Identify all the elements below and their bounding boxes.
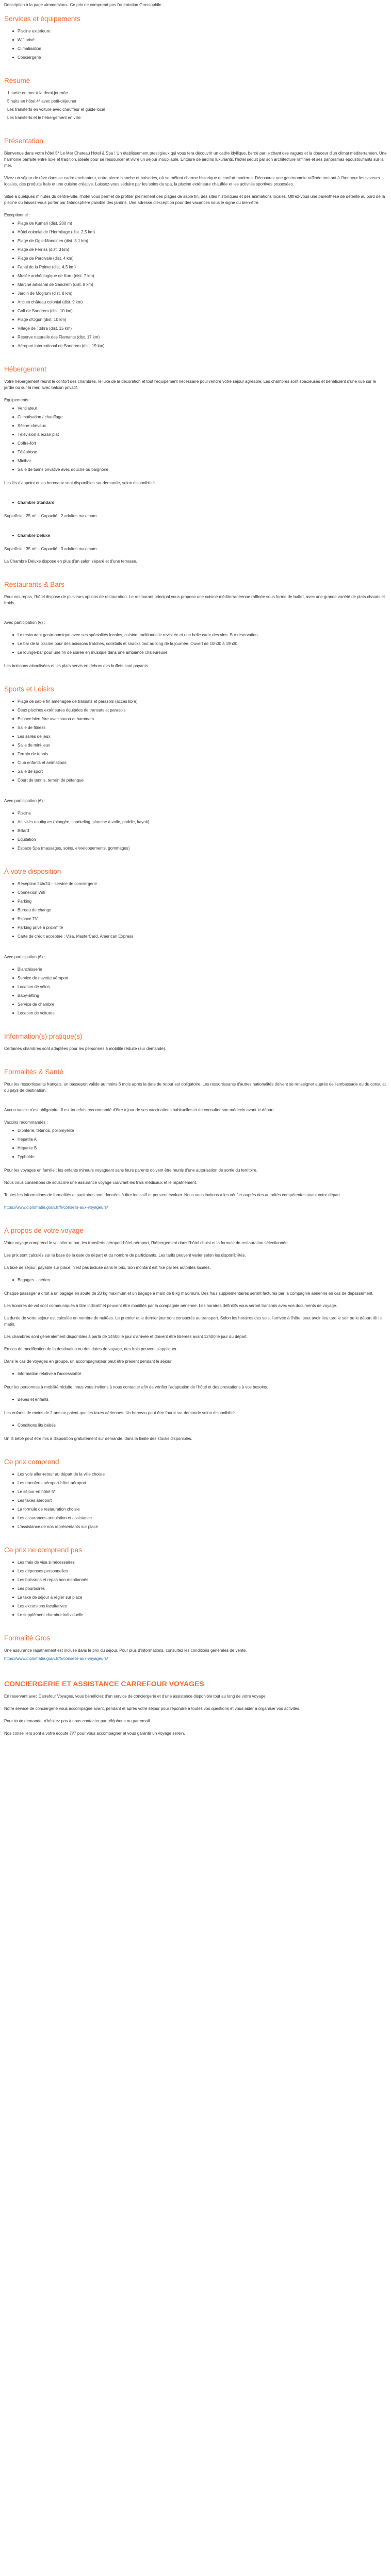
formalites-paragraph: Nous vous conseillons de souscrire une assurance voyage couvrant les frais médicaux et le rapatriement. (4, 1180, 197, 1185)
restaurants-note: Les boissons alcoolisées et les plats servis en dehors des buffets sont payants. (4, 664, 149, 668)
list-item: Climatisation (12, 46, 387, 52)
intro-text: Description à la page «immersion». Ce prix ne comprend pas l'orientation Grossophile (4, 3, 161, 7)
list-item: Jardin de Mogrum (dist. 8 km) (12, 291, 387, 297)
enfants-list (4, 1397, 387, 1403)
list-item: Parking (12, 899, 387, 905)
list-item: Réception 24h/24 – service de conciergerie (12, 881, 387, 887)
autres-list (4, 881, 387, 940)
room-title: Chambre Deluxe (12, 533, 387, 539)
list-item: Plage d'Ogun (dist. 10 km) (12, 317, 387, 323)
list-item: Coffre-fort (12, 440, 387, 447)
list-item: Le supplément chambre individuelle (12, 1612, 387, 1618)
list-item: L'assistance de nos représentants sur place (12, 1524, 387, 1530)
apropos-paragraph: Les prix sont calculés sur la base de la date de départ et du nombre de participants. Les tarifs peuvent varier selon les disponibilités. (4, 1253, 246, 1258)
room-note: La Chambre Deluxe dispose en plus d'un salon séparé et d'une terrasse. (4, 559, 137, 564)
list-item: Les frais de visa si nécessaires (12, 1560, 387, 1566)
list-item: Les excursions facultatives (12, 1603, 387, 1609)
list-item: Wifi privé (12, 37, 387, 43)
apropos-paragraph: Dans le cas de voyages en groupe, un accompagnateur peut être présent pendant le séjour. (4, 1359, 173, 1364)
formalites-heading: Formalités & Santé (4, 1068, 63, 1076)
conciergerie-paragraph: Nos conseillers sont à votre écoute 7j/7 pour vous accompagner et vous garantir un voyage serein. (4, 1731, 185, 1736)
room-list (4, 500, 387, 506)
list-item: Télévision à écran plat (12, 432, 387, 438)
hebergement-heading: Hébergement (4, 365, 46, 373)
list-item: Les transferts aéroport-hôtel-aéroport (12, 1480, 387, 1486)
list-item: Parking privé à proximité (12, 925, 387, 931)
list-item: Les salles de jeux (12, 734, 387, 740)
presentation-paragraph: Bienvenue dans votre hôtel 5* Le Mer Chateau Hotel & Spa ! Un établissement prestigieux qui vous fera découvrir un cadre idyllique, bercé par le chant des vagues et la douceur d'un climat méditerranéen. Une harmonie parfaite entre luxe et tradition, idéale pour se ressourcer et vivre un séjour inoubliable. Entouré de jardins luxuriants, l'hôtel séduit par son architecture raffinée et ses panoramas époustouflants sur la mer. (4, 151, 387, 168)
list-item: Équitation (12, 837, 387, 843)
list-item: Hépatite A (12, 1137, 387, 1143)
equipment-title: Équipements : (4, 398, 31, 402)
list-item: Les taxes aéroport (12, 1498, 387, 1504)
sports-paid-label: Avec participation (€) : (4, 799, 45, 803)
list-item: Espace bien-être avec sauna et hammam (12, 716, 387, 722)
resume-heading: Résumé (4, 77, 30, 84)
autres-paid-list (4, 967, 387, 1016)
prix-comprend-list (4, 1471, 387, 1530)
list-item: Climatisation / chauffage (12, 414, 387, 420)
bagage-list (4, 1277, 387, 1283)
enfants-paragraph: Les enfants de moins de 2 ans ne paient que les taxes aériennes. Un berceau peut être fourni sur demande selon disponibilité. (4, 1411, 236, 1415)
apropos-paragraph: La durée de votre séjour est calculée en nombre de nuitées. Le premier et le dernier jour sont consacrés au transport. Selon les horaires des vols, l'arrivée à l'hôtel peut avoir lieu tard le soir ou le départ tôt le matin. (4, 1316, 382, 1327)
list-item: Les boissons et repas non mentionnés (12, 1577, 387, 1583)
list-item: Le bar de la piscine pour des boissons fraîches, cocktails et snacks tout au long de la journée. Ouvert de 10h00 à 19h00. (12, 641, 387, 647)
list-item: Terrain de tennis (12, 751, 387, 757)
list-item: Piscine extérieure (12, 28, 387, 35)
list-item: La taxe de séjour à régler sur place (12, 1595, 387, 1601)
prix-ne-comprend-heading: Ce prix ne comprend pas (4, 1546, 82, 1554)
list-item: Réserve naturelle des Flamants (dist. 17 km) (12, 334, 387, 341)
equipment-list (4, 405, 387, 473)
list-item: Ventilateur (12, 405, 387, 412)
list-item: Activités nautiques (plongée, snorkeling, planche à voile, paddle, kayak) (12, 819, 387, 825)
formalites-paragraph: Pour les ressortissants français, un passeport valide au moins 6 mois après la date de retour est obligatoire. Les ressortissants d'autres nationalités doivent se renseigner auprès de l'ambassade ou du consulat du pays de destination. (4, 1082, 386, 1093)
apropos-paragraph: Les horaires de vol sont communiqués à titre indicatif et peuvent être modifiés par la compagnie aérienne. Les horaires définitifs vous seront transmis avec vos documents de voyage. (4, 1303, 337, 1308)
conciergerie-paragraph: Notre service de conciergerie vous accompagne avant, pendant et après votre séjour pour répondre à toutes vos questions et vous aider à organiser vos activités. (4, 1706, 301, 1711)
list-item: Ancien château colonial (dist. 9 km) (12, 299, 387, 306)
room-title: Chambre Standard (12, 500, 387, 506)
list-item: Le séjour en hôtel 5* (12, 1489, 387, 1495)
list-item: Hépatite B (12, 1145, 387, 1151)
presentation-heading: Présentation (4, 137, 43, 145)
bagage-title: Bagages – aérien (12, 1277, 387, 1283)
list-item: Billard (12, 828, 387, 834)
list-item: Village de Tzikra (dist. 15 km) (12, 326, 387, 332)
list-item: Blanchisserie (12, 967, 387, 973)
restaurants-heading: Restaurants & Bars (4, 581, 65, 588)
prix-comprend-heading: Ce prix comprend (4, 1458, 59, 1466)
sports-heading: Sports et Loisirs (4, 685, 54, 693)
list-item: Diphtérie, tétanos, poliomyélite (12, 1128, 387, 1134)
accessibility-list (4, 1371, 387, 1377)
room-detail: Superficie : 35 m² – Capacité : 3 adultes maximum (4, 547, 97, 551)
list-item: Plage de sable fin aménagée de transats et parasols (accès libre) (12, 699, 387, 705)
list-item: Conciergerie (12, 55, 387, 61)
sports-paid-list (4, 810, 387, 852)
list-item: Marché artisanal de Sandrem (dist. 8 km) (12, 282, 387, 288)
list-item: Téléphone (12, 449, 387, 455)
list-item: 1 sortie en mer à la demi-journée (7, 91, 68, 95)
list-item: Plage de Ogle-Mandinen (dist. 3,1 km) (12, 238, 387, 244)
formalite-link[interactable]: https://www.diplomatie.gouv.fr/fr/conseils-aux-voyageurs/ (4, 1656, 108, 1661)
conciergerie-heading: CONCIERGERIE ET ASSISTANCE CARREFOUR VOYAGES (4, 1680, 204, 1688)
formalite-paragraph: Une assurance rapatriement est incluse dans le prix du séjour. Pour plus d'informations, consultez les conditions générales de vente. (4, 1648, 247, 1653)
list-item: Club enfants et animations (12, 760, 387, 766)
services-heading: Services et équipements (4, 15, 80, 23)
list-item: Salle de fitness (12, 725, 387, 731)
infos-heading: Information(s) pratique(s) (4, 1032, 83, 1040)
list-item: Salle de sport (12, 769, 387, 775)
lits-title: Conditions lits bébés (12, 1422, 387, 1429)
apropos-paragraph: En cas de modification de la destination ou des dates de voyage, des frais peuvent s'appliquer. (4, 1347, 177, 1351)
list-item: Salle de bains privative avec douche ou baignoire (12, 467, 387, 473)
enfants-title: Bébés et enfants (12, 1397, 387, 1403)
list-item: Bureau de change (12, 907, 387, 913)
formalites-label: Vaccins recommandés : (4, 1120, 48, 1125)
formalites-list (4, 1128, 387, 1160)
services-list (4, 28, 387, 61)
list-item: Service de navette aéroport (12, 975, 387, 981)
sports-list (4, 699, 387, 784)
formalites-paragraph: Aucun vaccin n'est obligatoire. Il est toutefois recommandé d'être à jour de ses vaccinations habituelles et de consulter son médecin avant le départ. (4, 1108, 275, 1112)
list-item: Le lounge-bar pour une fin de soirée en musique dans une ambiance chaleureuse. (12, 650, 387, 656)
formalites-paragraph: Pour les voyages en famille : les enfants mineurs voyageant sans leurs parents doivent être munis d'une autorisation de sortie du territoire. (4, 1168, 258, 1173)
list-item: Service de chambre (12, 1002, 387, 1008)
apropos-paragraph: La taxe de séjour, payable sur place, n'est pas incluse dans le prix. Son montant est fixé par les autorités locales. (4, 1265, 211, 1270)
list-item: Carte de crédit acceptée : Visa, MasterCard, American Express (12, 934, 387, 940)
list-item: Sèche-cheveux (12, 423, 387, 429)
list-item: Le restaurant gastronomique avec ses spécialités locales, cuisine traditionnelle revisitée et une belle carte des vins. Sur réservation. (12, 632, 387, 638)
list-item: Fanal de la Pointe (dist. 4,5 km) (12, 264, 387, 270)
list-item: Location de voitures (12, 1010, 387, 1016)
autres-label: Avec participation (€) : (4, 955, 45, 959)
formalite-heading: Formalité Gros (4, 1634, 51, 1642)
list-item: Connexion Wifi (12, 890, 387, 896)
list-item: Espace Spa (massages, soins, enveloppements, gommages) (12, 845, 387, 852)
list-item: Plage de Ferriss (dist. 3 km) (12, 247, 387, 253)
list-item: Plage de Kumari (dist. 200 m) (12, 221, 387, 227)
list-item: Piscine (12, 810, 387, 817)
list-item: Baby-sitting (12, 993, 387, 999)
list-item: Les vols aller-retour au départ de la ville choisie (12, 1471, 387, 1478)
accessibility-paragraph: Pour les personnes à mobilité réduite, nous vous invitons à nous contacter afin de vérifier l'adaptation de l'hôtel et des prestations à vos besoins. (4, 1385, 268, 1389)
list-item: Les transferts et le hébergement en ville (7, 115, 81, 120)
presentation-list (4, 221, 387, 349)
list-item: Les transferts en voiture avec chauffeur et guide local (7, 107, 105, 112)
prix-ne-comprend-list (4, 1560, 387, 1618)
list-item: Aéroport international de Sandrem (dist. 19 km) (12, 343, 387, 349)
apropos-paragraph: Les chambres sont généralement disponibles à partir de 14h00 le jour d'arrivée et doivent être libérées avant 12h00 le jour du départ. (4, 1334, 248, 1339)
accessibility-title: Information relative à l'accessibilité (12, 1371, 387, 1377)
list-item: Golf de Sandrem (dist. 10 km) (12, 308, 387, 314)
list-item: Les assurances annulation et assistance (12, 1515, 387, 1521)
presentation-paragraph: Situé à quelques minutes du centre-ville, l'hôtel vous permet de profiter pleinement des plages de sable fin, des sites historiques et des animations locales. Offrez-vous une parenthèse de détente au bord de la piscine ou laissez-vous porter par l'atmosphère paisible des jardins. Une adresse d'exception pour des vacances sous le signe du bien-être. (4, 194, 385, 205)
room-list (4, 533, 387, 539)
hebergement-paragraph: Votre hébergement réunit le confort des chambres, le luxe de la décoration et tout l'équipement nécessaire pour rendre votre séjour agréable. Les chambres sont spacieuses et bénéficient d'une vue sur le jardin ou sur la mer, avec balcon privatif. (4, 379, 376, 390)
list-item: Court de tennis, terrain de pétanque (12, 777, 387, 784)
list-item: Les dépenses personnelles (12, 1568, 387, 1574)
list-item: Hôtel colonial de l'Hermitage (dist. 2,5 km) (12, 229, 387, 235)
conciergerie-paragraph: Pour toute demande, n'hésitez pas à nous contacter par téléphone ou par email. (4, 1719, 151, 1723)
list-item: Plage de Percivale (dist. 4 km) (12, 256, 387, 262)
room-detail: Superficie : 25 m² – Capacité : 2 adultes maximum (4, 514, 97, 518)
presentation-subtitle: Exceptionnel : (4, 213, 30, 217)
list-item: Deux piscines extérieures équipées de transats et parasols (12, 707, 387, 714)
apropos-paragraph: Chaque passager a droit à un bagage en soute de 20 kg maximum et un bagage à main de 8 kg maximum. Des frais supplémentaires seront facturés par la compagnie aérienne en cas de dépassement. (4, 1291, 373, 1296)
list-item: Typhoïde (12, 1154, 387, 1160)
lits-list (4, 1422, 387, 1429)
apropos-paragraph: Votre voyage comprend le vol aller-retour, les transferts aéroport-hôtel-aéroport, l'hébergement dans l'hôtel choisi et la formule de restauration sélectionnée. (4, 1241, 289, 1245)
list-item: Minibar (12, 458, 387, 464)
list-item: Musée archéologique de Kuru (dist. 7 km) (12, 273, 387, 279)
infos-paragraph: Certaines chambres sont adaptées pour les personnes à mobilité réduite (sur demande). (4, 1046, 166, 1051)
formalites-paragraph: Toutes les informations de formalités et sanitaires sont données à titre indicatif et peuvent évoluer. Nous vous invitons à les vérifier auprès des autorités compétentes avant votre départ. (4, 1193, 341, 1197)
lits-paragraph: Un lit bébé peut être mis à disposition gratuitement sur demande, dans la limite des stocks disponibles. (4, 1436, 192, 1441)
restaurants-list (4, 632, 387, 656)
formalites-link[interactable]: https://www.diplomatie.gouv.fr/fr/conseils-aux-voyageurs/ (4, 1205, 108, 1210)
list-item: Salle de mini-jeux (12, 742, 387, 749)
conciergerie-paragraph: En réservant avec Carrefour Voyages, vous bénéficiez d'un service de conciergerie et d'une assistance disponible tout au long de votre voyage. (4, 1694, 267, 1699)
presentation-paragraph: Vivez un séjour de rêve dans ce cadre enchanteur, entre pierre blanche et boiseries, où se mêlent charme historique et confort moderne. Découvrez une gastronomie raffinée mettant à l'honneur les saveurs locales, des produits frais et une cuisine créative. Laissez-vous séduire par les soins du spa, la piscine extérieure chauffée et les activités sportives proposées. (4, 176, 380, 187)
list-item: 5 nuits en hôtel 4* avec petit-déjeuner (7, 99, 77, 104)
hebergement-note: Les lits d'appoint et les berceaux sont disponibles sur demande, selon disponibilité. (4, 481, 156, 485)
resume-list (4, 90, 387, 121)
restaurants-paragraph: Pour vos repas, l'hôtel dispose de plusieurs options de restauration. Le restaurant principal vous propose une cuisine méditerranéenne raffinée sous forme de buffet, avec une grande variété de plats chauds et froids. (4, 595, 385, 605)
list-item: Espace TV (12, 916, 387, 922)
restaurants-label: Avec participation (€) : (4, 620, 45, 625)
autres-heading: À votre disposition (4, 868, 61, 875)
list-item: Location de vélos (12, 984, 387, 990)
list-item: La formule de restauration choisie (12, 1506, 387, 1513)
apropos-heading: À propos de votre voyage (4, 1227, 84, 1234)
list-item: Les pourboires (12, 1586, 387, 1592)
